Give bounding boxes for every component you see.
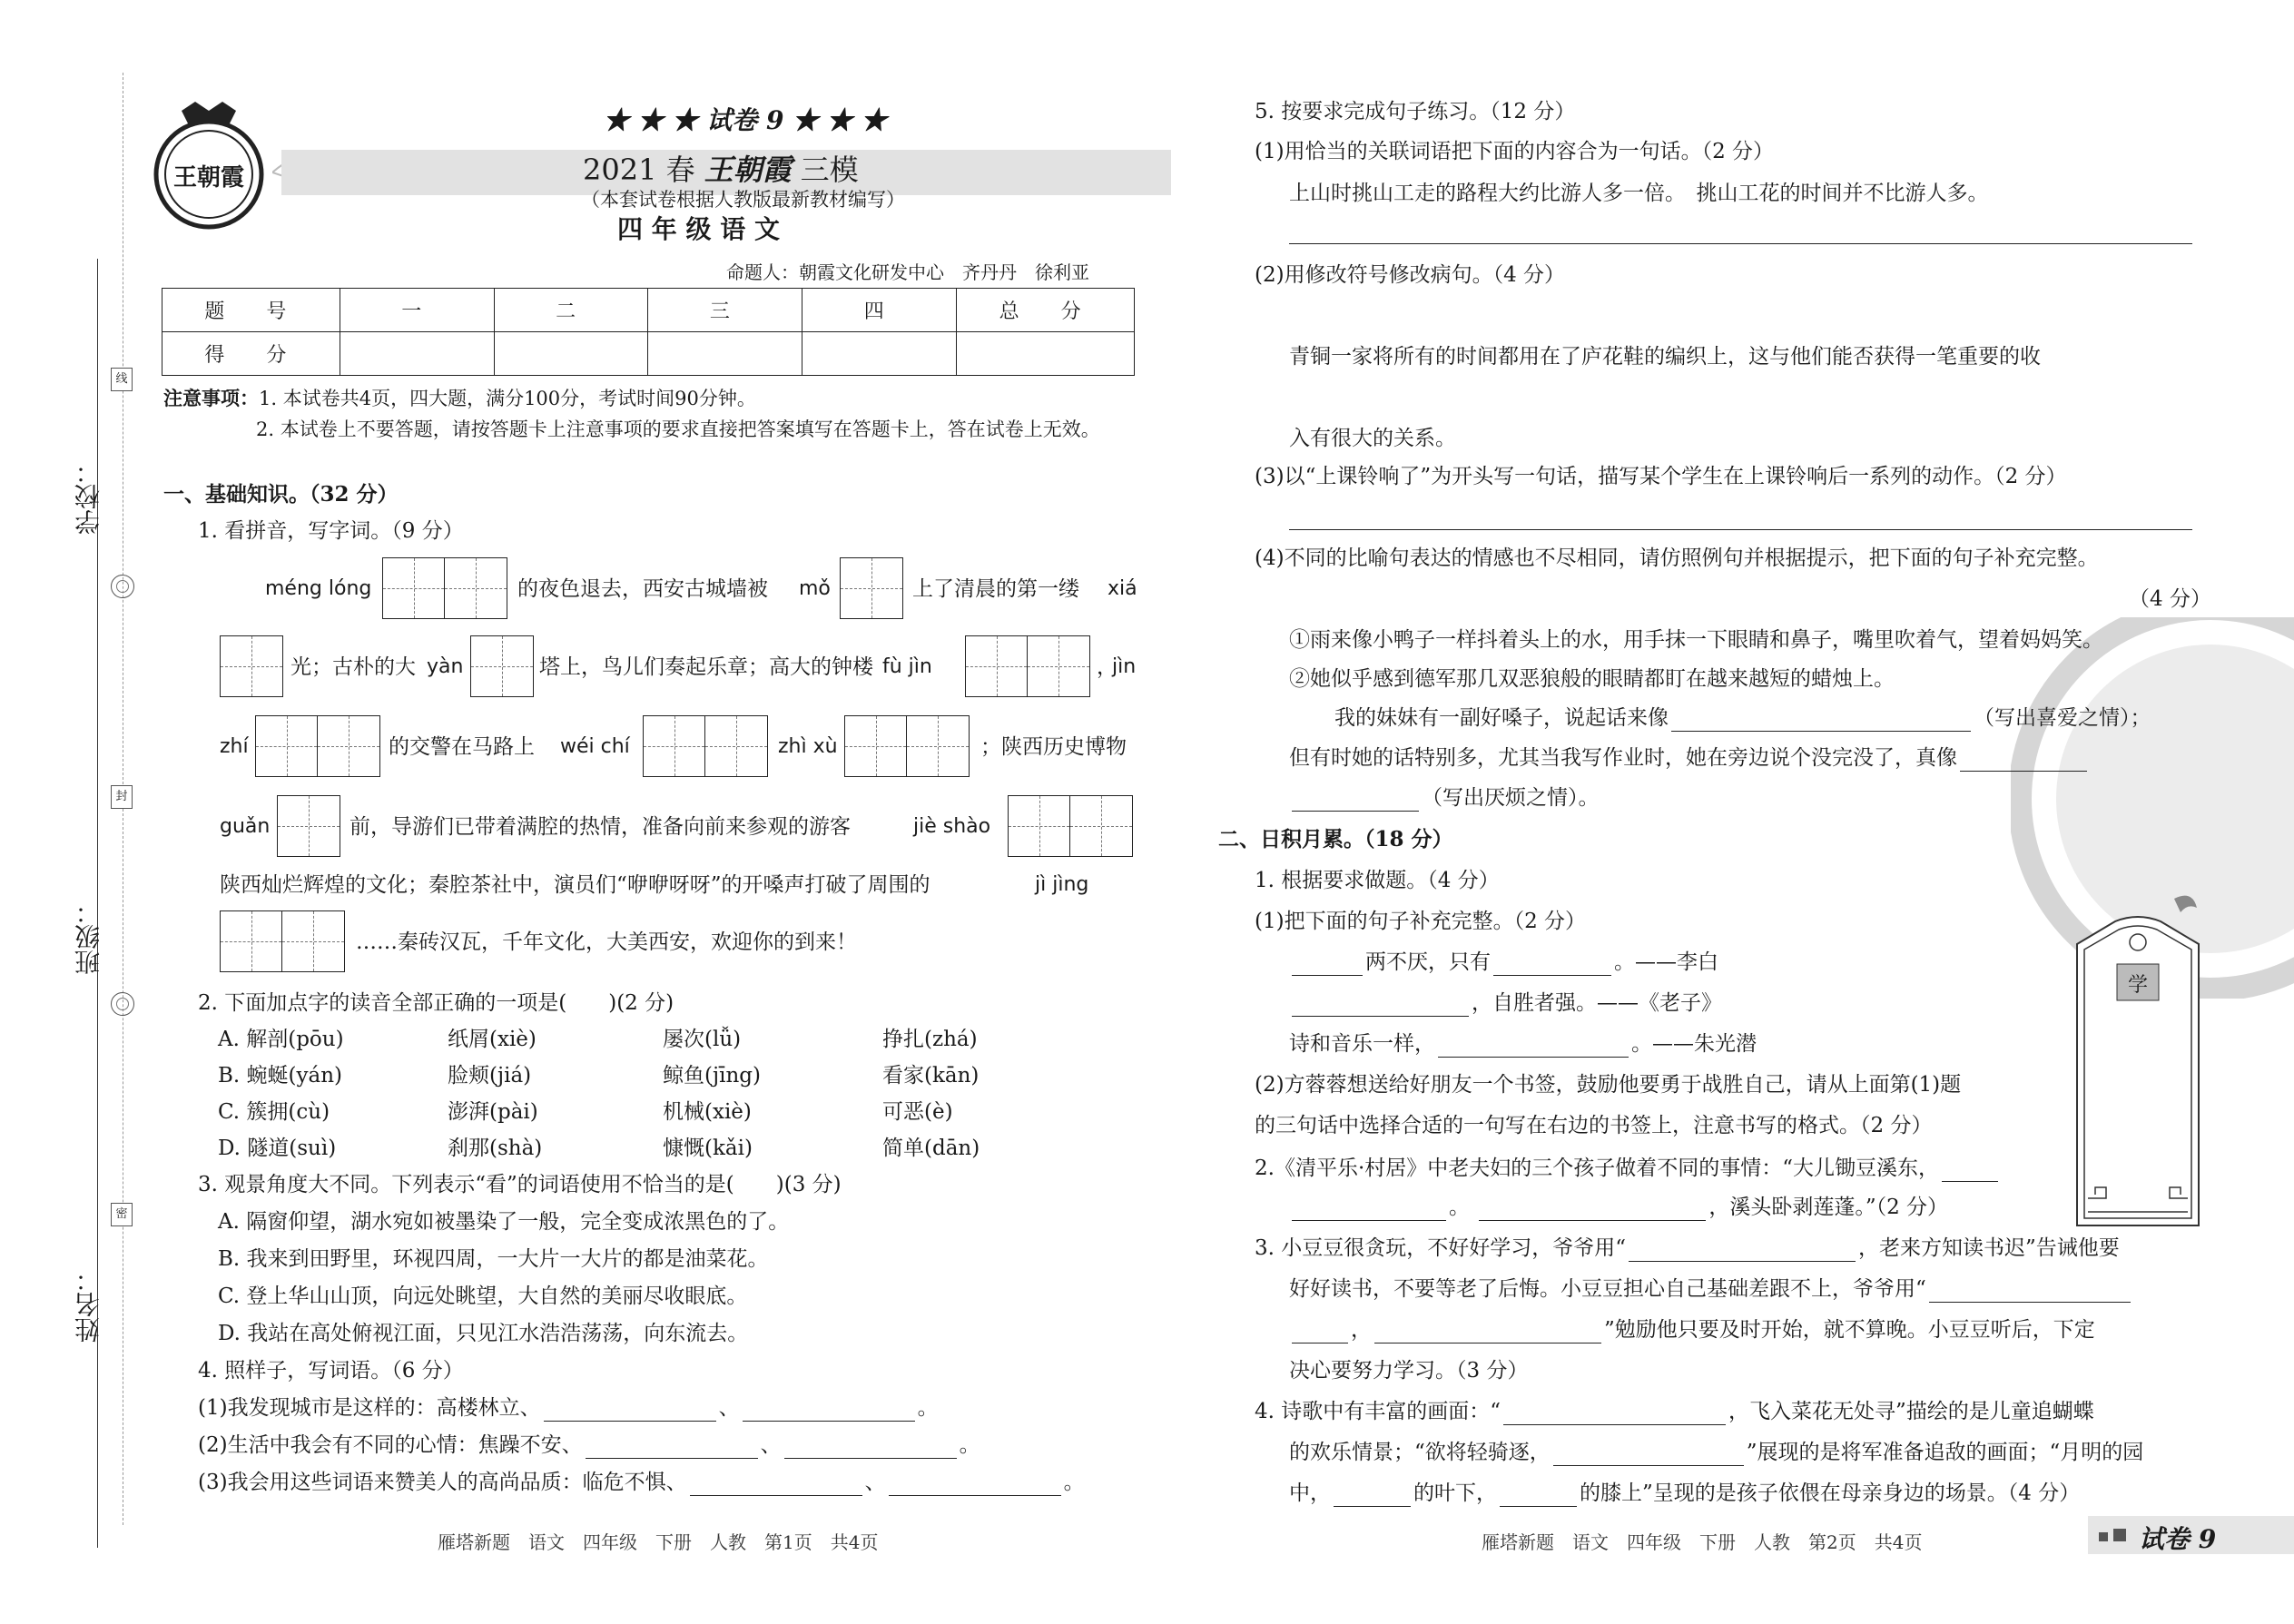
char-grid-weichi[interactable] [643, 715, 768, 777]
q-text: ”勉励他只要及时开始，就不算晚。小豆豆听后，下定 [1604, 1318, 2095, 1342]
q4-line-1 [198, 1394, 939, 1422]
example-sentence-1: ①雨来像小鸭子一样抖着头上的水，用手抹一下眼睛和鼻子，嘴里吹着气，望着妈妈笑。 [1289, 628, 2103, 652]
sec2-q3c [1289, 1316, 2095, 1343]
poem-text: 两不厌，只有 [1365, 950, 1491, 974]
char-grid-guan[interactable] [277, 795, 340, 857]
sec2-q4b [1289, 1439, 2143, 1466]
pinyin-jijing: jì jìng [1035, 873, 1089, 896]
fill-hint: （写出喜爱之情）； [1974, 706, 2151, 730]
pinyin-fujin: fù jìn [882, 655, 932, 678]
section-1-title: 一、基础知识。（32 分） [163, 482, 399, 507]
score-value-row [162, 332, 1135, 376]
answer-blank[interactable] [1671, 710, 1971, 732]
fill-prompt: 但有时她的话特别多，尤其当我写作业时，她在旁边说个没完没了，真像 [1289, 746, 1957, 770]
end: 。 [917, 1396, 939, 1420]
score-col: 三 [648, 289, 802, 332]
badge-square-icon [2113, 1529, 2126, 1541]
q5-p1-text: 上山时挑山工走的路程大约比游人多一倍。 挑山工花的时间并不比游人多。 [1289, 182, 1989, 205]
sep: 、 [760, 1433, 782, 1457]
q1-text-7: ；陕西历史博物 [980, 735, 1127, 759]
notes-line1: 1. 本试卷共4页，四大题，满分100分，考试时间90分钟。 [259, 388, 756, 409]
sep: 、 [718, 1396, 740, 1420]
poem-text: ，自胜者强。——《老子》 [1472, 991, 1722, 1015]
q5-fill-1 [1334, 704, 2151, 732]
bookmark-icon[interactable] [2061, 890, 2215, 1235]
q-text: 4. 诗歌中有丰富的画面：“ [1255, 1400, 1501, 1423]
char-grid-mo[interactable] [840, 557, 903, 619]
q2-option: 慷慨(kǎi) [663, 1137, 753, 1160]
q2-option: 澎湃(pài) [448, 1100, 538, 1124]
q2-option: 鲸鱼(jīng) [663, 1064, 761, 1088]
q1-text-2: 上了清晨的第一缕 [912, 577, 1079, 601]
q1-text-5: ， [1097, 655, 1117, 679]
q-text: ，飞入菜花无处寻”描绘的是儿童追蝴蝶 [1728, 1400, 2094, 1423]
q2-option: B. 蜿蜒(yán) [218, 1064, 342, 1088]
score-col: 四 [802, 289, 957, 332]
sec2-q3a [1255, 1235, 2120, 1262]
char-grid-fujin[interactable] [965, 635, 1090, 697]
answer-blank[interactable] [1292, 1199, 1446, 1221]
exam-brand: 王朝霞 [704, 153, 792, 187]
sec2-q4a [1255, 1398, 2094, 1425]
seal-char-xian: 线 [111, 368, 133, 391]
answer-blank[interactable] [1503, 1403, 1726, 1425]
sec2-q3b [1289, 1275, 2133, 1303]
q5-p3: (3)以“上课铃响了”为开头写一句话，描写某个学生在上课铃响后一系列的动作。（2 分） [1255, 465, 2067, 488]
q-text: ，溪头卧剥莲蓬。”（2 分） [1708, 1196, 1949, 1219]
q2-option: 机械(xiè) [663, 1100, 752, 1124]
end: 。 [959, 1433, 980, 1457]
q5-title: 5. 按要求完成句子练习。（12 分） [1255, 100, 1576, 123]
score-col: 一 [340, 289, 494, 332]
pinyin-weichi: wéi chí [560, 735, 630, 758]
q-text: 中， [1289, 1481, 1331, 1505]
q4-prompt: (3)我会用这些词语来赞美人的高尚品质：临危不惧、 [198, 1471, 687, 1494]
q3-option-c: C. 登上华山山顶，向远处眺望，大自然的美丽尽收眼底。 [218, 1284, 748, 1308]
fill-hint: （写出厌烦之情）。 [1422, 786, 1600, 810]
sec2-q2b [1289, 1194, 1948, 1221]
q1-text-4: 塔上，鸟儿们奏起乐章；高大的钟楼 [539, 655, 873, 679]
q1-text-1: 的夜色退去，西安古城墙被 [517, 577, 768, 601]
example-sentence-2: ②她似乎感到德军那几双恶狼般的眼睛都盯在越来越短的蜡烛上。 [1289, 667, 1895, 691]
answer-blank[interactable] [1292, 1322, 1348, 1343]
q3-title: 3. 观景角度大不同。下列表示“看”的词语使用不恰当的是( )(3 分) [198, 1173, 842, 1196]
q-text: ”展现的是将军准备追敌的画面；“月明的园 [1746, 1441, 2144, 1464]
answer-blank[interactable] [889, 1474, 1061, 1496]
q1-text-10: ……秦砖汉瓦，千年文化，大美西安，欢迎你的到来！ [356, 930, 857, 954]
answer-blank[interactable] [690, 1474, 862, 1496]
q4-title: 4. 照样子，写词语。（6 分） [198, 1359, 464, 1383]
poem-source: 。——李白 [1614, 950, 1718, 974]
pinyin-yan: yàn [427, 655, 464, 678]
answer-blank[interactable] [1553, 1444, 1744, 1466]
q5-p2: (2)用修改符号修改病句。（4 分） [1255, 263, 1566, 287]
sec2-line-3 [1289, 1030, 1757, 1058]
score-col-label: 题 号 [162, 289, 340, 332]
score-row-label: 得 分 [162, 332, 340, 376]
seal-char-feng: 封 [111, 785, 133, 809]
q4-prompt: (1)我发现城市是这样的：高楼林立、 [198, 1396, 541, 1420]
score-header-row [162, 289, 1135, 332]
q2-title: 2. 下面加点字的读音全部正确的一项是( )(2 分) [198, 991, 674, 1015]
pinyin-jin: jìn [1112, 655, 1137, 678]
authors: 命题人：朝霞文化研发中心 齐丹丹 徐利亚 [726, 261, 1089, 283]
sec2-q4c [1289, 1480, 2080, 1507]
pinyin-menglong: méng lóng [265, 577, 372, 600]
answer-blank[interactable] [1292, 790, 1419, 812]
answer-blank[interactable] [586, 1437, 758, 1459]
score-cell[interactable] [648, 332, 802, 376]
q2-option: A. 解剖(pōu) [218, 1028, 344, 1051]
q-text: 的叶下， [1413, 1481, 1497, 1505]
q5-p2-text1: 青铜一家将所有的时间都用在了庐花鞋的编织上，这与他们能否获得一笔重要的收 [1289, 345, 2041, 369]
answer-blank[interactable] [1292, 995, 1469, 1017]
score-cell[interactable] [494, 332, 648, 376]
score-cell[interactable] [802, 332, 957, 376]
notes [163, 385, 756, 412]
q5-fill-2 [1289, 744, 2090, 772]
sec2-line-2 [1289, 989, 1722, 1017]
binding-hole-icon [111, 992, 134, 1016]
grade-subject: 四 年 级 语 文 [617, 214, 780, 244]
name-label: 姓名： [74, 1266, 103, 1343]
school-label: 学校： [74, 458, 103, 535]
exam-subtitle: （本套试卷根据人教版最新教材编写） [581, 189, 905, 211]
q2-option: 屡次(lǚ) [663, 1028, 742, 1051]
answer-blank[interactable] [1334, 1485, 1411, 1507]
char-grid-jinzhi[interactable] [255, 715, 380, 777]
exam-badge [2088, 1516, 2294, 1554]
q-text: 3. 小豆豆很贪玩，不好好学习，爷爷用“ [1255, 1236, 1627, 1260]
char-grid-menglong[interactable] [382, 557, 507, 619]
badge-square-icon [2099, 1532, 2108, 1541]
sec2-q1-2b: 的三句话中选择合适的一句写在右边的书签上，注意书写的格式。（2 分） [1255, 1114, 1933, 1137]
answer-blank[interactable] [1942, 1160, 1998, 1182]
pinyin-zhixu: zhì xù [778, 735, 838, 758]
q2-option: 简单(dān) [882, 1137, 980, 1160]
char-grid-yan[interactable] [470, 635, 534, 697]
section-2-title: 二、日积月累。（18 分） [1218, 827, 1453, 851]
pinyin-guan: guǎn [220, 815, 271, 838]
q4-prompt: (2)生活中我会有不同的心情：焦躁不安、 [198, 1433, 583, 1457]
sec2-q1-1: (1)把下面的句子补充完整。（2 分） [1255, 910, 1587, 933]
sec2-q2a [1255, 1155, 2001, 1182]
score-cell[interactable] [340, 332, 494, 376]
poem-text: 诗和音乐一样， [1289, 1032, 1435, 1056]
score-cell[interactable] [957, 332, 1135, 376]
q1-text-8: 前，导游们已带着满腔的热情，准备向前来参观的游客 [350, 815, 851, 839]
answer-blank[interactable] [784, 1437, 957, 1459]
notes-label: 注意事项： [163, 387, 259, 409]
footer-left: 雁塔新题 语文 四年级 下册 人教 第1页 共4页 [438, 1531, 879, 1553]
q5-p4: (4)不同的比喻句表达的情感也不尽相同，请仿照例句并根据提示，把下面的句子补充完整。 [1255, 546, 2099, 570]
char-grid-jieshao[interactable] [1008, 795, 1133, 857]
answer-blank[interactable] [1960, 750, 2087, 772]
q2-option: C. 簇拥(cù) [218, 1100, 330, 1124]
q3-option-d: D. 我站在高处俯视江面，只见江水浩浩荡荡，向东流去。 [218, 1322, 749, 1345]
sec2-q1-2a: (2)方蓉蓉想送给好朋友一个书签，鼓励他要勇于战胜自己，请从上面第(1)题 [1255, 1073, 1962, 1097]
sep: 、 [864, 1471, 886, 1494]
q2-option: 刹那(shà) [448, 1137, 543, 1160]
score-table [162, 288, 1135, 376]
exam-year: 2021 春 [583, 153, 695, 187]
q1-text-9: 陕西灿烂辉煌的文化；秦腔茶社中，演员们“咿咿呀呀”的开嗓声打破了周围的 [220, 873, 930, 897]
q2-option: 看家(kān) [882, 1064, 980, 1088]
q1-title: 1. 看拼音，写字词。（9 分） [198, 519, 464, 543]
q3-option-a: A. 隔窗仰望，湖水宛如被墨染了一般，完全变成浓黑色的了。 [218, 1210, 790, 1234]
sec2-q3d: 决心要努力学习。（3 分） [1289, 1359, 1529, 1383]
q2-option: 可恶(è) [882, 1100, 953, 1124]
char-grid-jijing[interactable] [220, 910, 345, 972]
pinyin-jieshao: jiè shào [913, 815, 991, 838]
answer-blank[interactable] [1500, 1485, 1577, 1507]
end: 。 [1063, 1471, 1085, 1494]
answer-line[interactable] [1289, 243, 2192, 244]
pinyin-zhi: zhí [220, 735, 249, 758]
pinyin-xia: xiá [1108, 577, 1137, 600]
q5-p2-text2: 入有很大的关系。 [1289, 427, 1456, 450]
sec2-line-1 [1289, 949, 1718, 976]
notes-line2: 2. 本试卷上不要答题，请按答题卡上注意事项的要求直接把答案填写在答题卡上，答在试卷上无效。 [256, 418, 1100, 440]
answer-blank[interactable] [1438, 1036, 1629, 1058]
class-label: 班级： [74, 899, 103, 975]
binding-hole-icon [111, 575, 134, 598]
q-text: ， [1351, 1318, 1372, 1342]
q5-p4-score: （4 分） [2129, 587, 2211, 611]
q-text: 的欢乐情景；“欲将轻骑逐， [1289, 1441, 1551, 1464]
answer-blank[interactable] [544, 1400, 716, 1422]
q-text: 好好读书，不要等老了后悔。小豆豆担心自己基础差跟不上，爷爷用“ [1289, 1277, 1926, 1301]
score-col-total: 总 分 [957, 289, 1135, 332]
q-text: 。 [1449, 1196, 1470, 1219]
q-text: 2.《清平乐·村居》中老夫妇的三个孩子做着不同的事情：“大儿锄豆溪东， [1255, 1156, 1940, 1180]
q3-option-b: B. 我来到田野里，环视四周，一大片一大片的都是油菜花。 [218, 1247, 769, 1271]
answer-line[interactable] [1289, 529, 2192, 530]
exam-title [583, 147, 859, 189]
answer-blank[interactable] [1629, 1240, 1856, 1262]
fill-prompt: 我的妹妹有一副好嗓子，说起话来像 [1334, 706, 1669, 730]
q4-line-2 [198, 1432, 980, 1459]
footer-right: 雁塔新题 语文 四年级 下册 人教 第2页 共4页 [1482, 1531, 1923, 1553]
logo-text: 王朝霞 [172, 164, 244, 192]
q2-option: 挣扎(zhá) [882, 1028, 978, 1051]
answer-blank[interactable] [743, 1400, 915, 1422]
badge-text: 试卷 9 [2139, 1524, 2217, 1554]
exam-name: 三模 [800, 153, 859, 187]
exam-number-title: ★ ★ ★ 试卷 9 ★ ★ ★ [604, 105, 887, 135]
q1-text-6: 的交警在马路上 [389, 735, 535, 759]
answer-blank[interactable] [1292, 954, 1363, 976]
q2-option: 纸屑(xiè) [448, 1028, 537, 1051]
q4-line-3 [198, 1469, 1085, 1496]
q2-option: 脸颊(jiá) [448, 1064, 532, 1088]
answer-blank[interactable] [1479, 1199, 1706, 1221]
answer-blank[interactable] [1929, 1281, 2131, 1303]
q5-p1: (1)用恰当的关联词语把下面的内容合为一句话。（2 分） [1255, 140, 1775, 163]
pinyin-mo: mǒ [799, 577, 831, 600]
q2-option: D. 隧道(suì) [218, 1137, 337, 1160]
bookmark-char: 学 [2127, 974, 2148, 997]
q1-text-3: 光；古朴的大 [290, 655, 416, 679]
answer-blank[interactable] [1493, 954, 1611, 976]
q-text: ，老来方知读书迟”告诫他要 [1858, 1236, 2120, 1260]
seal-char-mi: 密 [111, 1203, 133, 1226]
q5-fill-3 [1289, 784, 1600, 812]
char-grid-xia[interactable] [220, 635, 283, 697]
score-col: 二 [494, 289, 648, 332]
answer-blank[interactable] [1374, 1322, 1601, 1343]
char-grid-zhixu[interactable] [844, 715, 970, 777]
sec2-q1: 1. 根据要求做题。（4 分） [1255, 869, 1500, 892]
q-text: 的膝上”呈现的是孩子依偎在母亲身边的场景。（4 分） [1580, 1481, 2081, 1505]
poem-source: 。——朱光潜 [1631, 1032, 1757, 1056]
